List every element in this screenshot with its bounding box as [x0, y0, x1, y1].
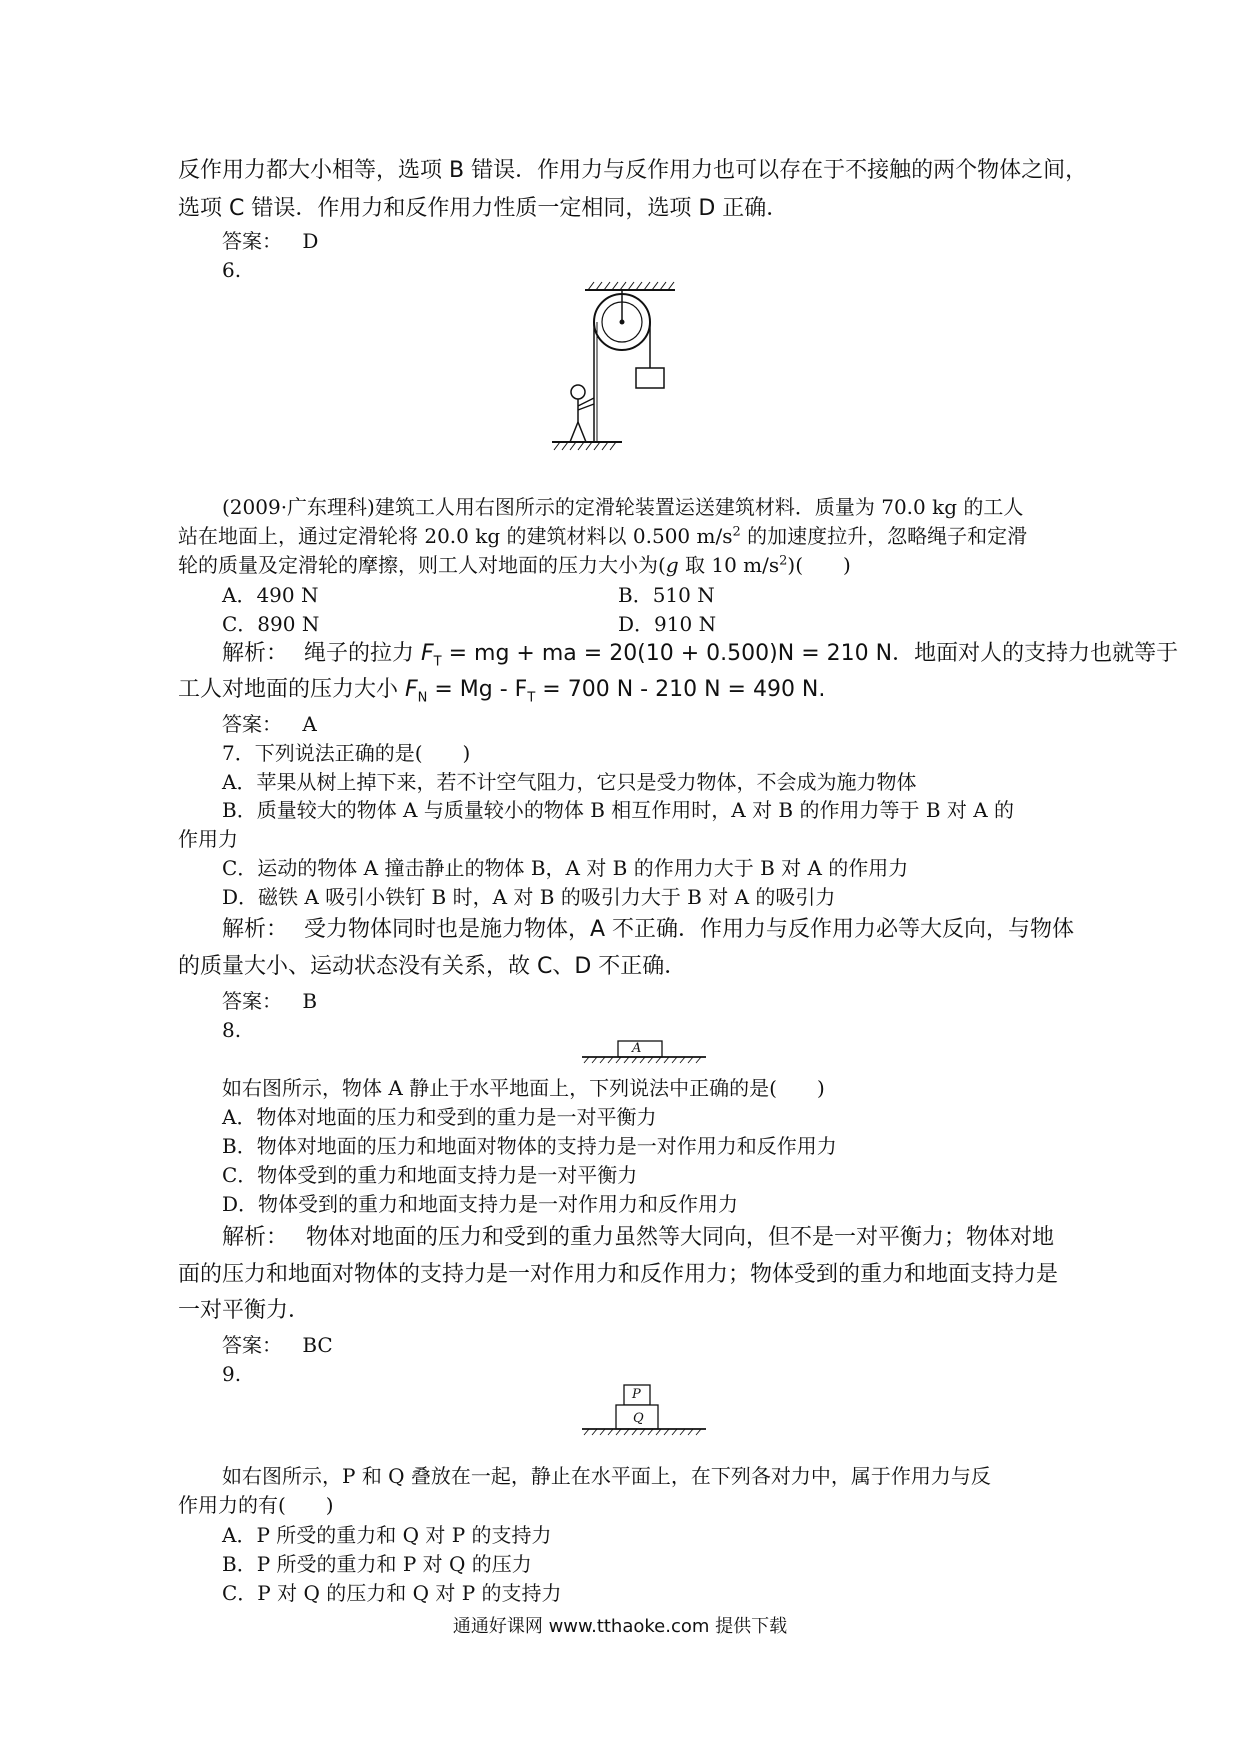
stacked-blocks-figure — [582, 1384, 712, 1436]
q8-option-d: D．物体受到的重力和地面支持力是一对作用力和反作用力 — [222, 1192, 739, 1216]
q6-option-b: B．510 N — [618, 583, 715, 607]
answer-value: D — [302, 229, 319, 253]
q8-option-c: C．物体受到的重力和地面支持力是一对平衡力 — [222, 1163, 638, 1187]
q6-stem-line-2: 站在地面上，通过定滑轮将 20.0 kg 的建筑材料以 0.500 $m/s^2$ 的加速度拉升，忽略绳子和定滑 — [178, 524, 1028, 548]
pulley-figure — [560, 286, 710, 466]
block-q-label: Q — [633, 1411, 644, 1426]
q9-option-c: C．P 对 Q 的压力和 Q 对 P 的支持力 — [222, 1581, 562, 1605]
block-p-label: P — [632, 1387, 641, 1402]
analysis-label: 解析： — [222, 1225, 289, 1250]
answer-value: BC — [302, 1333, 333, 1357]
analysis-label: 解析： — [222, 917, 289, 942]
q8-analysis-line-3: 一对平衡力． — [178, 1298, 311, 1323]
q6-option-d: D．910 N — [618, 612, 717, 636]
q7-stem: 7．下列说法正确的是( ) — [222, 741, 471, 765]
q6-answer — [222, 711, 317, 737]
q9-stem-line-1: 如右图所示，P 和 Q 叠放在一起，静止在水平面上，在下列各对力中，属于作用力与反 — [222, 1464, 991, 1488]
q9-option-b: B．P 所受的重力和 P 对 Q 的压力 — [222, 1552, 532, 1576]
answer-label: 答案： — [222, 1333, 282, 1357]
q7-option-b-line-1: B．质量较大的物体 A 与质量较小的物体 B 相互作用时，A 对 B 的作用力等于 B 对 A 的 — [222, 798, 1015, 822]
prev-analysis-line-1: 反作用力都大小相等，选项 B 错误．作用力与反作用力也可以存在于不接触的两个物体之间， — [178, 158, 1088, 183]
answer-value: A — [302, 712, 317, 736]
q6-stem-line-1: (2009·广东理科)建筑工人用右图所示的定滑轮装置运送建筑材料．质量为 70.0 kg 的工人 — [222, 495, 1024, 519]
q9-stem-line-2: 作用力的有( ) — [178, 1493, 334, 1517]
q9-number: 9. — [222, 1362, 242, 1386]
q6-number: 6. — [222, 258, 242, 282]
q6-analysis-line-2: 工人对地面的压力大小 $F_N = Mg - F_T = 700$ N - 210 N = 490 N. — [178, 677, 826, 706]
q7-option-c: C．运动的物体 A 撞击静止的物体 B，A 对 B 的作用力大于 B 对 A 的作用力 — [222, 856, 909, 880]
prev-analysis-line-2: 选项 C 错误．作用力和反作用力性质一定相同，选项 D 正确． — [178, 196, 789, 221]
answer-label: 答案： — [222, 229, 282, 253]
q9-option-a: A．P 所受的重力和 Q 对 P 的支持力 — [222, 1523, 552, 1547]
q8-stem: 如右图所示，物体 A 静止于水平地面上，下列说法中正确的是( ) — [222, 1076, 825, 1100]
q6-option-a: A．490 N — [222, 583, 319, 607]
block-a-label: A — [632, 1041, 642, 1056]
q7-analysis-line-1: 解析： 受力物体同时也是施力物体，A 不正确．作用力与反作用力必等大反向，与物体 — [222, 917, 1075, 942]
q6-stem-line-3: 轮的质量及定滑轮的摩擦，则工人对地面的压力大小为(g 取 10 $m/s^2$)( ) — [178, 553, 851, 577]
analysis-label: 解析： — [222, 641, 289, 666]
q6-analysis-line-1: 解析： 绳子的拉力 $F_T$ = mg + ma = 20(10 + 0.500)N = 210 N．地面对人的支持力也就等于 — [222, 641, 1179, 670]
q8-option-b: B．物体对地面的压力和地面对物体的支持力是一对作用力和反作用力 — [222, 1134, 837, 1158]
q7-option-b-line-2: 作用力 — [178, 827, 238, 851]
answer-label: 答案： — [222, 989, 282, 1013]
prev-answer — [222, 228, 318, 254]
q7-option-a: A．苹果从树上掉下来，若不计空气阻力，它只是受力物体，不会成为施力物体 — [222, 770, 917, 794]
q7-option-d: D．磁铁 A 吸引小铁钉 B 时，A 对 B 的吸引力大于 B 对 A 的吸引力 — [222, 885, 836, 909]
q7-answer — [222, 988, 317, 1014]
q8-option-a: A．物体对地面的压力和受到的重力是一对平衡力 — [222, 1105, 657, 1129]
answer-label: 答案： — [222, 712, 282, 736]
page-footer: 通通好课网 www.tthaoke.com 提供下载 — [452, 1616, 788, 1637]
q8-number: 8. — [222, 1018, 242, 1042]
q7-analysis-line-2: 的质量大小、运动状态没有关系，故 C、D 不正确． — [178, 954, 687, 979]
q8-answer — [222, 1332, 333, 1358]
q6-option-c: C．890 N — [222, 612, 320, 636]
answer-value: B — [302, 989, 318, 1013]
q8-analysis-line-2: 面的压力和地面对物体的支持力是一对作用力和反作用力；物体受到的重力和地面支持力是 — [178, 1262, 1059, 1287]
q8-analysis-line-1: 解析： 物体对地面的压力和受到的重力虽然等大同向，但不是一对平衡力；物体对地 — [222, 1225, 1055, 1250]
block-on-ground-figure — [582, 1040, 712, 1064]
